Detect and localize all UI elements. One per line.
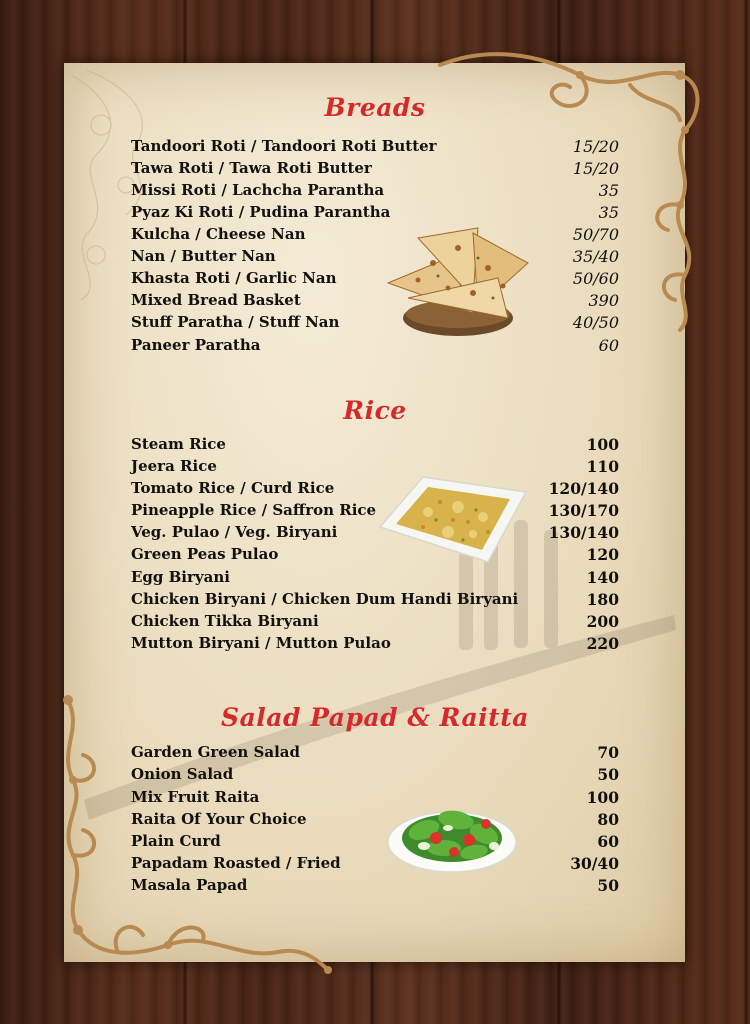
item-name: Chicken Tikka Biryani [131,612,319,630]
item-price: 40/50 [572,312,619,332]
item-price: 120 [586,544,619,564]
item-name: Veg. Pulao / Veg. Biryani [131,523,338,541]
item-price: 35/40 [572,246,619,266]
rice-bowl-image [378,472,528,564]
menu-item [131,245,619,267]
item-name: Paneer Paratha [131,336,261,354]
item-name: Plain Curd [131,832,221,850]
item-name: Steam Rice [131,435,226,453]
item-price: 15/20 [572,158,619,178]
menu-item [131,135,619,157]
menu-item [131,543,619,565]
item-name: Green Peas Pulao [131,545,279,563]
item-name: Pyaz Ki Roti / Pudina Parantha [131,203,391,221]
menu-item [131,588,619,610]
item-name: Missi Roti / Lachcha Parantha [131,181,385,199]
item-name: Masala Papad [131,876,248,894]
item-price: 30/40 [570,853,619,873]
item-name: Tawa Roti / Tawa Roti Butter [131,159,372,177]
menu-item [131,201,619,223]
item-price: 120/140 [548,478,619,498]
menu-item [131,786,619,808]
item-price: 130/140 [548,522,619,542]
item-price: 35 [598,180,619,200]
menu-item [131,808,619,830]
menu-item [131,499,619,521]
item-price: 110 [586,456,619,476]
menu-item [131,311,619,333]
breads-title: Breads [324,93,426,122]
menu-item [131,632,619,654]
item-price: 15/20 [572,136,619,156]
item-name: Mutton Biryani / Mutton Pulao [131,634,391,652]
item-name: Garden Green Salad [131,743,300,761]
menu-item [131,477,619,499]
menu-item [131,763,619,785]
item-price: 140 [586,567,619,587]
item-name: Jeera Rice [131,457,217,475]
menu-item [131,289,619,311]
item-price: 50 [597,764,619,784]
item-price: 60 [597,831,619,851]
item-price: 390 [588,290,619,310]
item-name: Onion Salad [131,765,234,783]
item-price: 220 [586,633,619,653]
item-price: 180 [586,589,619,609]
menu-item [131,874,619,896]
menu-item [131,157,619,179]
item-price: 35 [598,202,619,222]
bread-basket-image [378,218,533,343]
item-name: Egg Biryani [131,568,230,586]
item-price: 100 [586,787,619,807]
item-name: Nan / Butter Nan [131,247,276,265]
menu-item [131,334,619,356]
item-name: Mixed Bread Basket [131,291,301,309]
menu-item [131,223,619,245]
menu-item [131,566,619,588]
item-price: 50/60 [572,268,619,288]
rice-title: Rice [343,396,407,425]
item-price: 130/170 [548,500,619,520]
salad-plate-image [384,790,520,876]
item-name: Chicken Biryani / Chicken Dum Handi Biryani [131,590,519,608]
menu-item [131,455,619,477]
item-name: Mix Fruit Raita [131,788,260,806]
item-price: 50/70 [572,224,619,244]
item-price: 60 [598,335,619,355]
item-price: 50 [597,875,619,895]
item-name: Tandoori Roti / Tandoori Roti Butter [131,137,437,155]
menu-item [131,830,619,852]
salad-title: Salad Papad & Raitta [221,703,529,732]
item-name: Raita Of Your Choice [131,810,307,828]
menu-item [131,741,619,763]
item-name: Papadam Roasted / Fried [131,854,341,872]
item-price: 80 [597,809,619,829]
item-price: 70 [597,742,619,762]
item-name: Kulcha / Cheese Nan [131,225,306,243]
item-name: Khasta Roti / Garlic Nan [131,269,337,287]
item-name: Pineapple Rice / Saffron Rice [131,501,377,519]
item-price: 200 [586,611,619,631]
menu-item [131,433,619,455]
item-name: Tomato Rice / Curd Rice [131,479,335,497]
menu-item [131,267,619,289]
menu-item [131,852,619,874]
item-price: 100 [586,434,619,454]
menu-item [131,521,619,543]
menu-item [131,179,619,201]
menu-item [131,610,619,632]
item-name: Stuff Paratha / Stuff Nan [131,313,340,331]
